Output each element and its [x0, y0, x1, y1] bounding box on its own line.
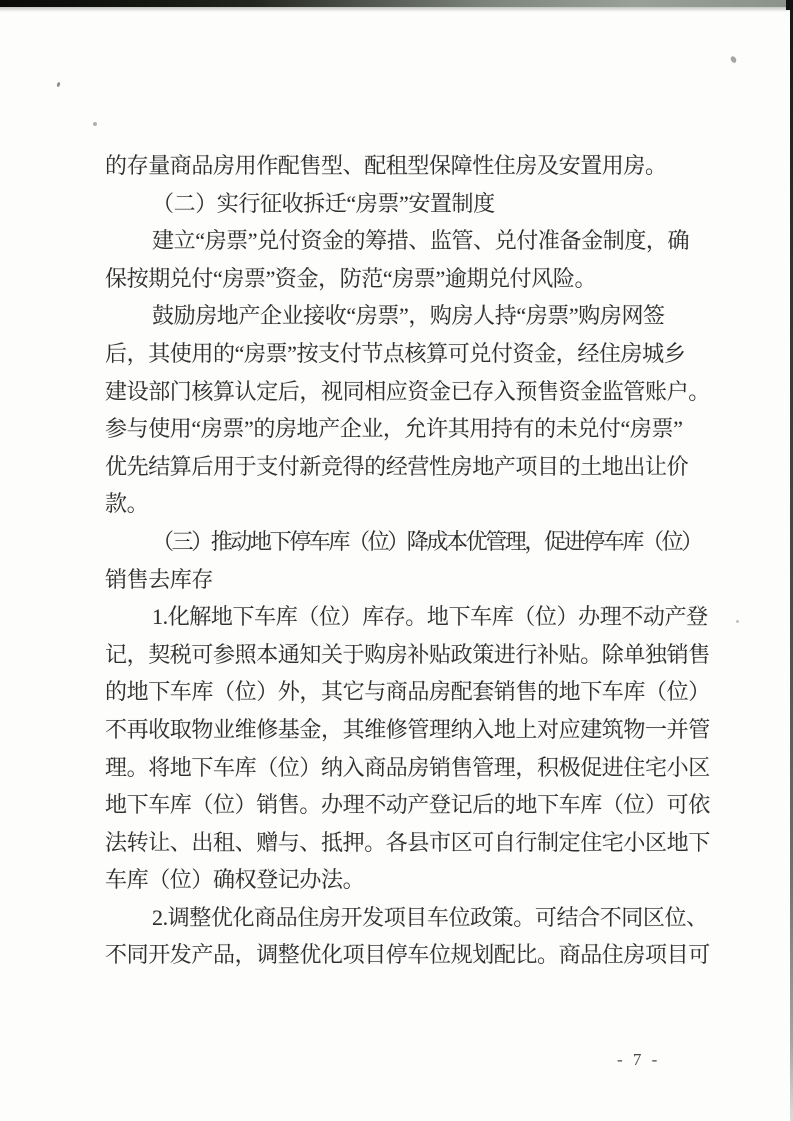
document-line: 不同开发产品，调整优化项目停车位规划配比。商品住房项目可 — [105, 942, 710, 968]
section-heading: 销售去库存 — [105, 566, 214, 592]
scan-speck — [736, 620, 739, 623]
document-line: 参与使用“房票”的房地产企业，允许其用持有的未兑付“房票” — [105, 416, 683, 442]
document-line: 优先结算后用于支付新竞得的经营性房地产项目的土地出让价 — [105, 453, 689, 479]
document-line: 2.调整优化商品住房开发项目车位政策。可结合不同区位、 — [152, 904, 708, 930]
document-line: 的存量商品房用作配售型、配租型保障性住房及安置用房。 — [105, 153, 667, 178]
document-line: 鼓励房地产企业接收“房票”，购房人持“房票”购房网签 — [152, 303, 665, 329]
document-line: 法转让、出租、赠与、抵押。各县市区可自行制定住宅小区地下 — [105, 829, 710, 855]
document-body — [105, 147, 717, 974]
document-line: 记，契税可参照本通知关于购房补贴政策进行补贴。除单独销售 — [105, 641, 710, 667]
section-heading: （三）推动地下停车库（位）降成本优管理，促进停车库（位） — [152, 528, 701, 554]
document-line: 建设部门核算认定后，视同相应资金已存入预售资金监管账户。 — [105, 378, 710, 404]
document-line: 的地下车库（位）外，其它与商品房配套销售的地下车库（位） — [105, 679, 710, 705]
scan-speck — [56, 82, 60, 88]
document-line: 保按期兑付“房票”资金，防范“房票”逾期兑付风险。 — [105, 265, 597, 291]
scan-speck — [730, 55, 738, 64]
scan-edge-top-shadow — [0, 7, 793, 12]
scan-speck — [93, 122, 97, 126]
document-line: 建立“房票”兑付资金的筹措、监管、兑付准备金制度，确 — [152, 228, 690, 254]
document-line: 后，其使用的“房票”按支付节点核算可兑付资金，经住房城乡 — [105, 340, 686, 366]
document-line: 理。将地下车库（位）纳入商品房销售管理，积极促进住宅小区 — [105, 754, 710, 780]
document-line: 地下车库（位）销售。办理不动产登记后的地下车库（位）可依 — [105, 792, 710, 818]
page-number: - 7 - — [617, 1050, 661, 1069]
document-line: 不再收取物业维修基金，其维修管理纳入地上对应建筑物一并管 — [105, 716, 710, 742]
document-line: 车库（位）确权登记办法。 — [105, 867, 365, 893]
scan-edge-top — [0, 0, 793, 7]
scan-edge-corner — [786, 0, 793, 10]
document-line: 款。 — [105, 491, 149, 517]
document-line: 1.化解地下车库（位）库存。地下车库（位）办理不动产登 — [152, 604, 708, 630]
section-heading: （二）实行征收拆迁“房票”安置制度 — [152, 190, 495, 216]
